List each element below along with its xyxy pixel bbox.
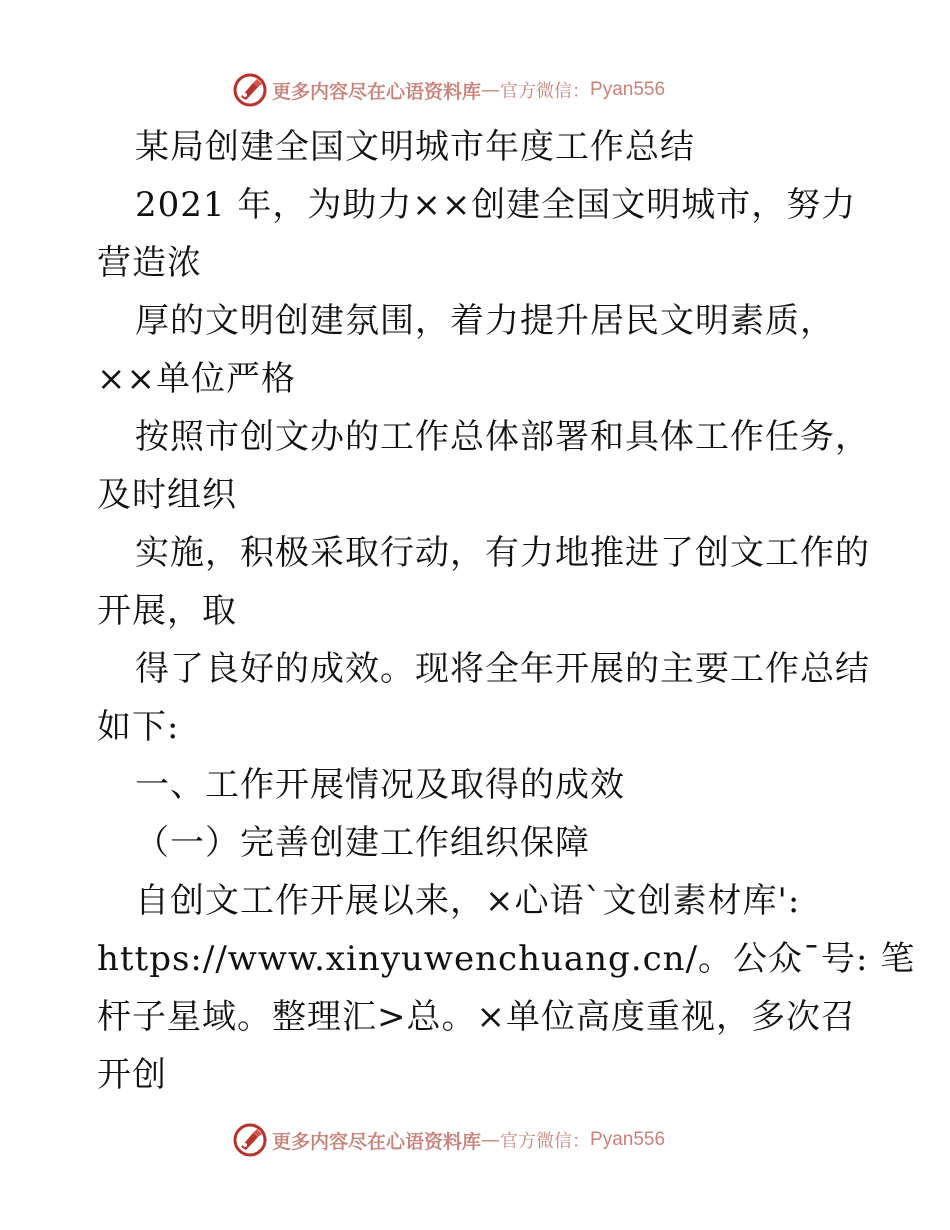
doc-line: 2021 年，为助力××创建全国文明城市，努力 (135, 185, 857, 225)
banner-wechat-label: 官方微信： (500, 81, 591, 102)
section-heading: 一、工作开展情况及取得的成效 (135, 765, 625, 805)
banner-wechat-id: Pyan556 (590, 79, 666, 100)
banner-main-text: 更多内容尽在心语资料库 (272, 80, 482, 103)
doc-title: 某局创建全国文明城市年度工作总结 (135, 127, 695, 167)
subsection-heading: （一）完善创建工作组织保障 (135, 823, 590, 863)
pen-logo-icon (232, 72, 268, 108)
doc-line: ××单位严格 (97, 359, 296, 399)
doc-line: 按照市创文办的工作总体部署和具体工作任务， (135, 417, 870, 457)
doc-line: 开展，取 (97, 591, 237, 631)
document-body (97, 118, 916, 1104)
doc-line: 杆子星域。整理汇>总。×单位高度重视，多次召 (97, 997, 856, 1037)
doc-line: 实施，积极采取行动，有力地推进了创文工作的 (135, 533, 870, 573)
doc-line: 如下: (97, 707, 180, 747)
banner-dash: — (481, 79, 501, 101)
doc-line: 开创 (97, 1055, 167, 1095)
banner-dash: — (481, 1129, 501, 1151)
doc-line: 及时组织 (97, 475, 237, 515)
doc-line: https://www.xinyuwenchuang.cn/。公众¯号: 笔 (97, 939, 916, 979)
banner-main-text: 更多内容尽在心语资料库 (272, 1130, 482, 1153)
doc-line: 厚的文明创建氛围，着力提升居民文明素质， (135, 301, 835, 341)
banner-wechat-id: Pyan556 (590, 1129, 666, 1150)
banner-wechat-label: 官方微信： (500, 1131, 591, 1152)
header-banner (232, 70, 665, 110)
doc-line: 得了良好的成效。现将全年开展的主要工作总结 (135, 649, 870, 689)
doc-line: 营造浓 (97, 243, 202, 283)
doc-line: 自创文工作开展以来，×心语`文创素材库': (135, 881, 801, 921)
footer-banner (232, 1120, 665, 1160)
pen-logo-icon (232, 1122, 268, 1158)
